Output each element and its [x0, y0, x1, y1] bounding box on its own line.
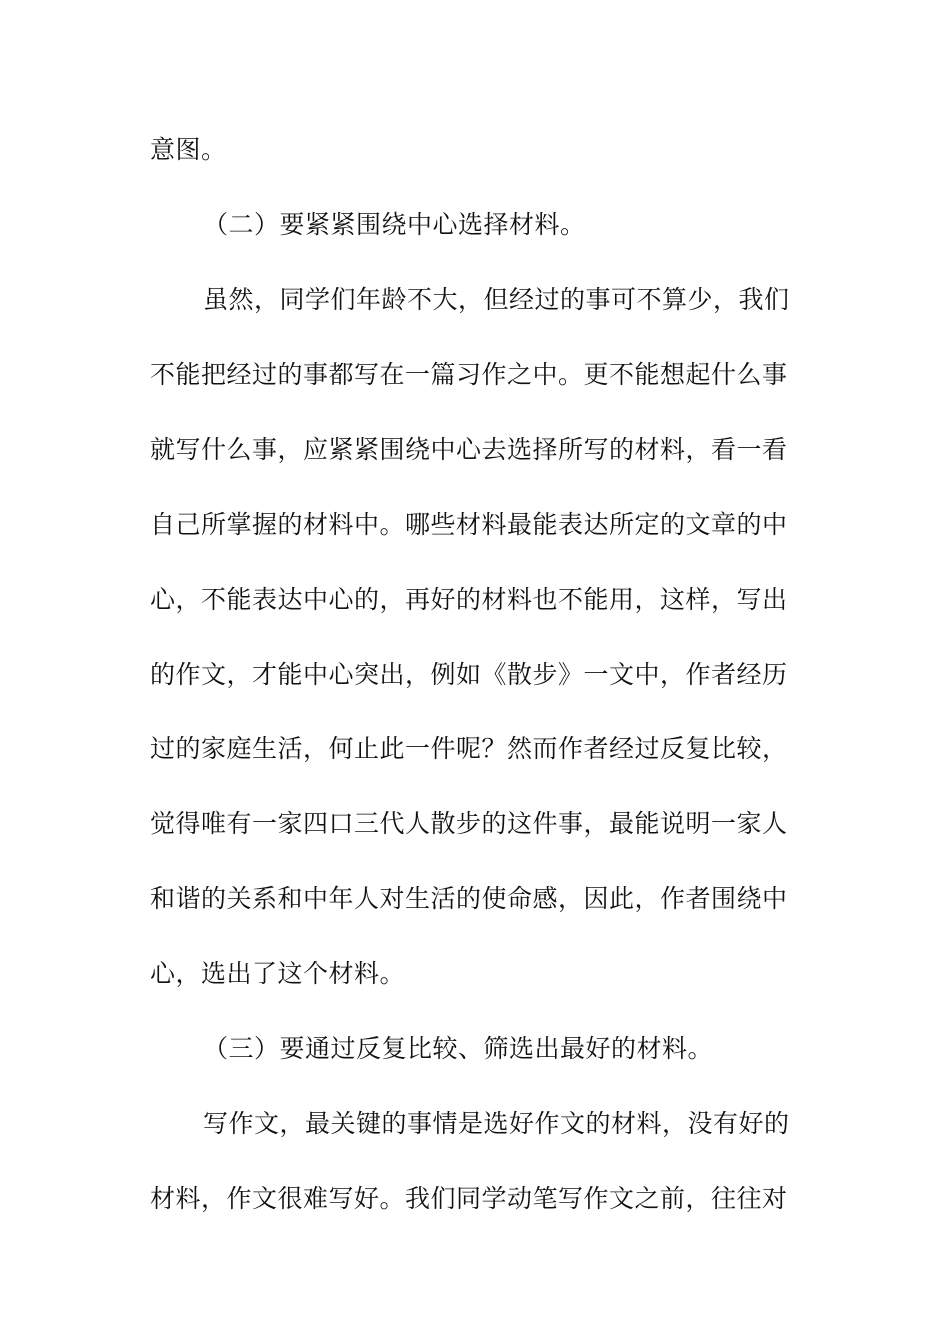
paragraph-line: 材料，作文很难写好。我们同学动笔写作文之前，往往对 [150, 1184, 788, 1213]
paragraph-line: 不能把经过的事都写在一篇习作之中。更不能想起什么事 [150, 360, 788, 389]
paragraph-line: 写作文，最关键的事情是选好作文的材料，没有好的 [203, 1109, 790, 1138]
paragraph-line: 就写什么事，应紧紧围绕中心去选择所写的材料，看一看 [150, 435, 788, 464]
section-heading-3: （三）要通过反复比较、筛选出最好的材料。 [203, 1034, 714, 1063]
paragraph-line: 自己所掌握的材料中。哪些材料最能表达所定的文章的中 [150, 510, 788, 539]
paragraph-line: 觉得唯有一家四口三代人散步的这件事，最能说明一家人 [150, 809, 788, 838]
paragraph-line: 的作文，才能中心突出，例如《散步》一文中，作者经历 [150, 660, 788, 689]
paragraph-line: 虽然，同学们年龄不大，但经过的事可不算少，我们 [203, 285, 790, 314]
paragraph-line: 过的家庭生活，何止此一件呢？然而作者经过反复比较， [150, 734, 788, 763]
paragraph-line: 和谐的关系和中年人对生活的使命感，因此，作者围绕中 [150, 884, 788, 913]
paragraph-line: 心，选出了这个材料。 [150, 959, 406, 988]
section-heading-2: （二）要紧紧围绕中心选择材料。 [203, 210, 586, 239]
paragraph-line: 意图。 [150, 135, 227, 164]
paragraph-line: 心，不能表达中心的，再好的材料也不能用，这样，写出 [150, 585, 788, 614]
